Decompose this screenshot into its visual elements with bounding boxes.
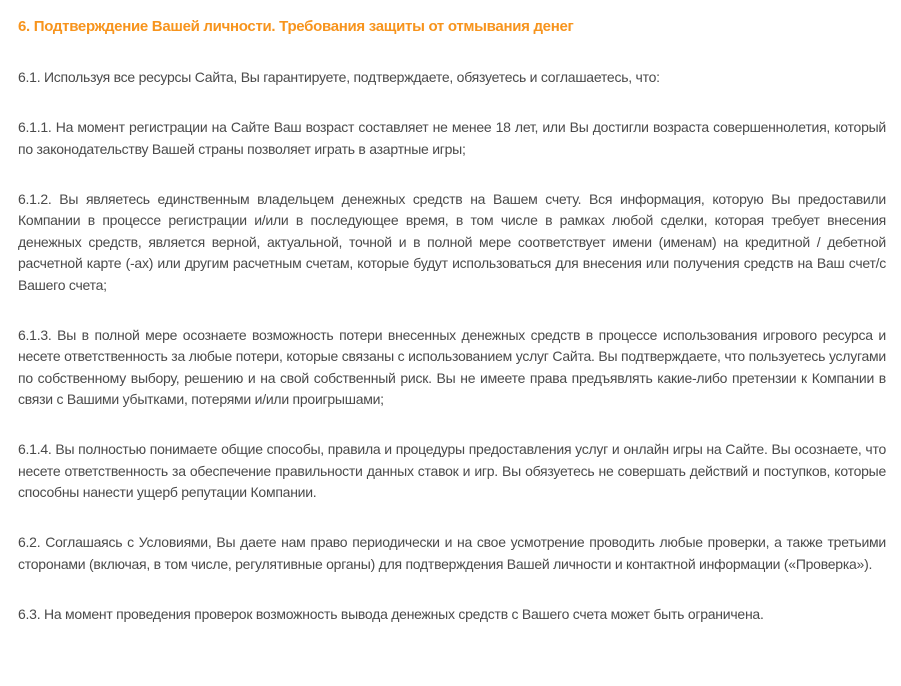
paragraph-6-1: 6.1. Используя все ресурсы Сайта, Вы гарантируете, подтверждаете, обязуетесь и соглашаетесь, что:	[18, 69, 660, 85]
paragraph-6-2: 6.2. Соглашаясь с Условиями, Вы даете нам право периодически и на свое усмотрение проводить любые проверки, а также третьими сторонами (включая, в том числе, регулятивные органы) для подтверждения Вашей личности и контактной информации («Проверка»).	[18, 534, 886, 572]
terms-section	[18, 16, 886, 654]
paragraph-6-1-2: 6.1.2. Вы являетесь единственным владельцем денежных средств на Вашем счету. Вся информация, которую Вы предоставили Компании в процессе регистрации и/или в последующее время, в том числе в рамках любой сделки, которая требует внесения денежных средств, является верной, актуальной, точной и в полной мере соответствует имени (именам) на кредитной / дебетной расчетной карте (-ах) или другим расчетным счетам, которые будут использоваться для внесения или получения средств на Ваш счет/с Вашего счета;	[18, 190, 886, 293]
section-title: 6. Подтверждение Вашей личности. Требования защиты от отмывания денег	[18, 18, 574, 35]
paragraph-6-1-4: 6.1.4. Вы полностью понимаете общие способы, правила и процедуры предоставления услуг и онлайн игры на Сайте. Вы осознаете, что несете ответственность за обеспечение правильности данных ставок и игр. Вы обязуетесь не совершать действий и поступков, которые способны нанести ущерб репутации Компании.	[18, 441, 886, 500]
paragraph-6-1-1: 6.1.1. На момент регистрации на Сайте Ваш возраст составляет не менее 18 лет, или Вы достигли возраста совершеннолетия, который по законодательству Вашей страны позволяет играть в азартные игры;	[18, 119, 886, 157]
paragraph-6-3: 6.3. На момент проведения проверок возможность вывода денежных средств с Вашего счета может быть ограничена.	[18, 605, 764, 622]
paragraph-6-1-3: 6.1.3. Вы в полной мере осознаете возможность потери внесенных денежных средств в процессе использования игрового ресурса и несете ответственность за любые потери, которые связаны с использованием услуг Сайта. Вы подтверждаете, что пользуетесь услугами по собственному выбору, решению и на свой собственный риск. Вы не имеете права предъявлять какие-либо претензии к Компании в связи с Вашими убытками, потерями и/или проигрышами;	[18, 326, 886, 407]
